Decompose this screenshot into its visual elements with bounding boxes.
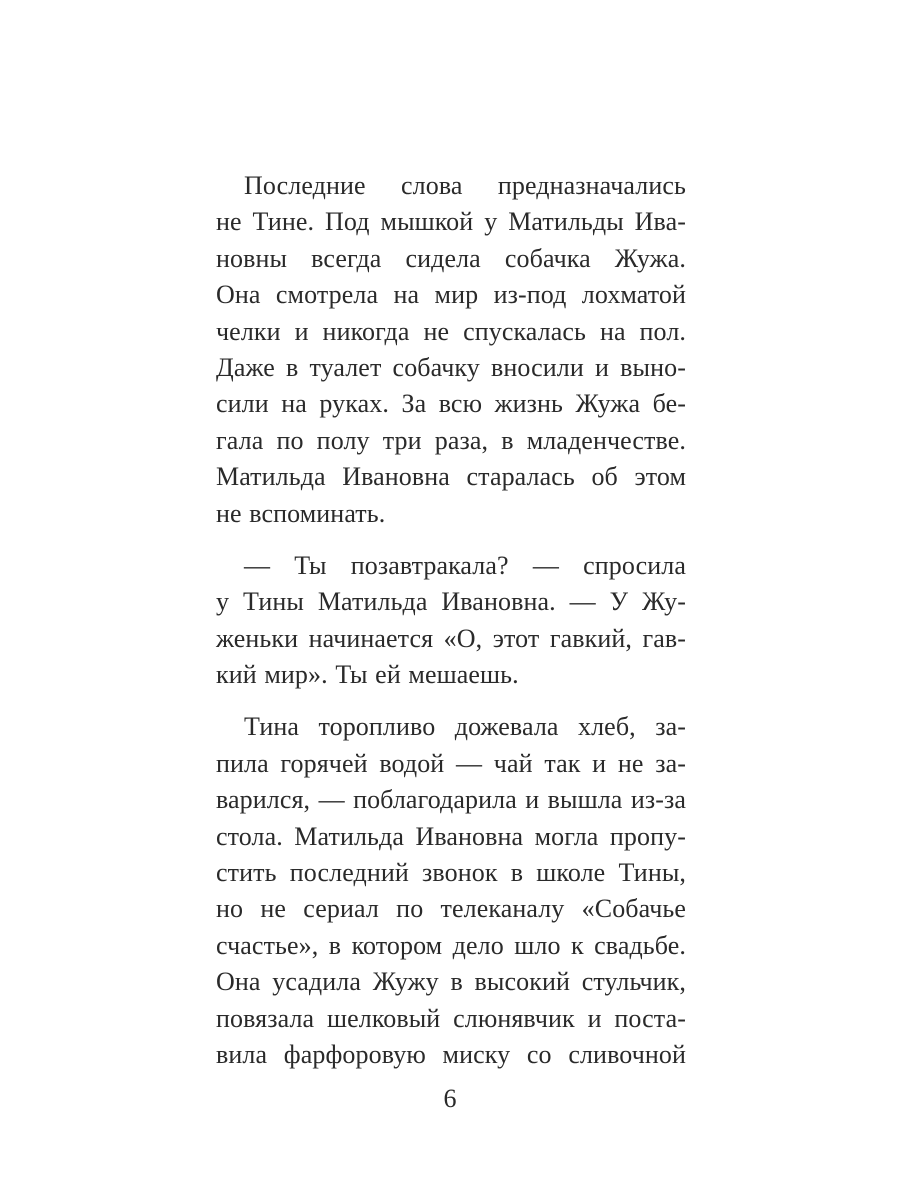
text-line: счастье», в котором дело шло к свадьбе. — [216, 930, 686, 960]
text-line: кий мир». Ты ей мешаешь. — [216, 660, 519, 690]
text-line: повязала шелковый слюнявчик и поста- — [216, 1003, 686, 1033]
text-line: новны всегда сидела собачка Жужа. — [216, 243, 686, 273]
text-line: Последние слова предназначались — [244, 171, 686, 200]
text-line: но не сериал по телеканалу «Собачье — [216, 894, 686, 924]
text-line: вила фарфоровую миску со сливочной — [216, 1039, 686, 1069]
text-line: Она смотрела на мир из-под лохматой — [216, 280, 686, 310]
text-line: пила горячей водой — чай так и не за- — [216, 748, 686, 778]
paragraph-2 — [216, 548, 686, 694]
text-line: женьки начинается «О, этот гавкий, гав- — [216, 623, 686, 653]
text-line: Она усадила Жужу в высокий стульчик, — [216, 967, 686, 997]
text-line: не Тине. Под мышкой у Матильды Ива- — [216, 207, 686, 237]
text-line: стола. Матильда Ивановна могла пропу- — [216, 821, 686, 851]
text-line: Тина торопливо дожевала хлеб, за- — [244, 712, 686, 742]
text-line: — Ты позавтракала? — спросила — [244, 550, 686, 580]
text-line: у Тины Матильда Ивановна. — У Жу- — [216, 587, 686, 617]
page-number: 6 — [443, 1084, 457, 1113]
text-line: челки и никогда не спускалась на пол. — [216, 316, 686, 346]
text-line: Даже в туалет собачку вносили и выно- — [216, 352, 686, 382]
text-line: сили на руках. За всю жизнь Жужа бе- — [216, 389, 686, 419]
text-line: стить последний звонок в школе Тины, — [216, 858, 686, 888]
text-line: варился, — поблагодарила и вышла из-за — [216, 785, 686, 815]
text-line: гала по полу три раза, в младенчестве. — [216, 425, 686, 455]
body-text — [216, 168, 686, 1089]
paragraph-1 — [216, 168, 686, 532]
text-line: Матильда Ивановна старалась об этом — [216, 462, 686, 492]
text-line: не вспоминать. — [216, 498, 386, 528]
paragraph-3 — [216, 709, 686, 1073]
